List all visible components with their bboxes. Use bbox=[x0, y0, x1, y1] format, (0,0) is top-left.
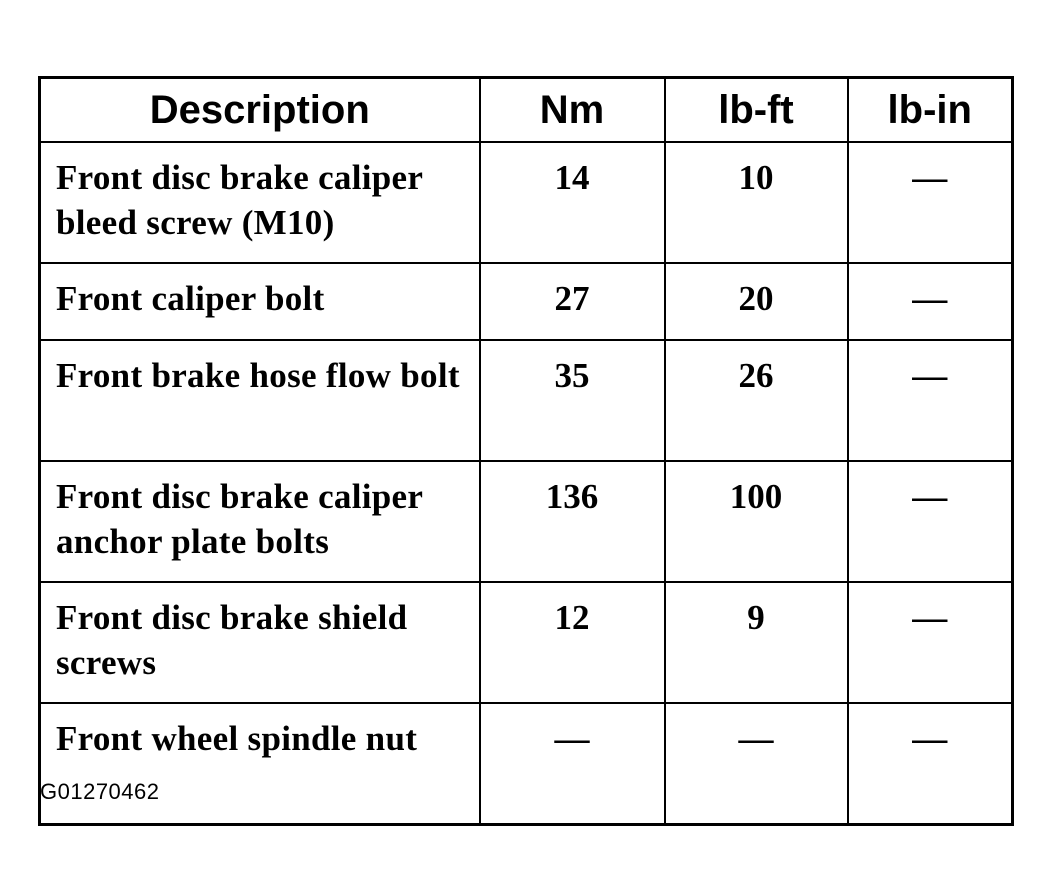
row-description: Front wheel spindle nut bbox=[40, 703, 480, 825]
row-lbin: — bbox=[848, 142, 1013, 263]
row-description: Front disc brake shield screws bbox=[40, 582, 480, 703]
table-row bbox=[40, 703, 1013, 825]
row-lbin: — bbox=[848, 582, 1013, 703]
row-description: Front brake hose flow bolt bbox=[40, 340, 480, 461]
row-lbft: 9 bbox=[665, 582, 848, 703]
row-lbft: 20 bbox=[665, 263, 848, 340]
row-nm: 136 bbox=[480, 461, 665, 582]
row-lbin: — bbox=[848, 340, 1013, 461]
header-lbft: lb-ft bbox=[665, 78, 848, 143]
row-lbin: — bbox=[848, 703, 1013, 825]
row-lbin: — bbox=[848, 461, 1013, 582]
row-lbft: 100 bbox=[665, 461, 848, 582]
row-lbft: 26 bbox=[665, 340, 848, 461]
header-description: Description bbox=[40, 78, 480, 143]
row-description: Front caliper bolt bbox=[40, 263, 480, 340]
header-lbin: lb-in bbox=[848, 78, 1013, 143]
table-row bbox=[40, 582, 1013, 703]
row-lbft: 10 bbox=[665, 142, 848, 263]
table-row bbox=[40, 142, 1013, 263]
torque-spec-table bbox=[38, 76, 1014, 826]
row-nm: 27 bbox=[480, 263, 665, 340]
row-nm: 12 bbox=[480, 582, 665, 703]
table-header-row bbox=[40, 78, 1013, 143]
table-row bbox=[40, 263, 1013, 340]
table-row bbox=[40, 461, 1013, 582]
row-nm: — bbox=[480, 703, 665, 825]
row-nm: 14 bbox=[480, 142, 665, 263]
table-row bbox=[40, 340, 1013, 461]
row-description: Front disc brake caliper bleed screw (M10) bbox=[40, 142, 480, 263]
header-nm: Nm bbox=[480, 78, 665, 143]
row-lbin: — bbox=[848, 263, 1013, 340]
row-lbft: — bbox=[665, 703, 848, 825]
row-nm: 35 bbox=[480, 340, 665, 461]
row-description: Front disc brake caliper anchor plate bolts bbox=[40, 461, 480, 582]
figure-id-caption: G01270462 bbox=[40, 779, 160, 804]
